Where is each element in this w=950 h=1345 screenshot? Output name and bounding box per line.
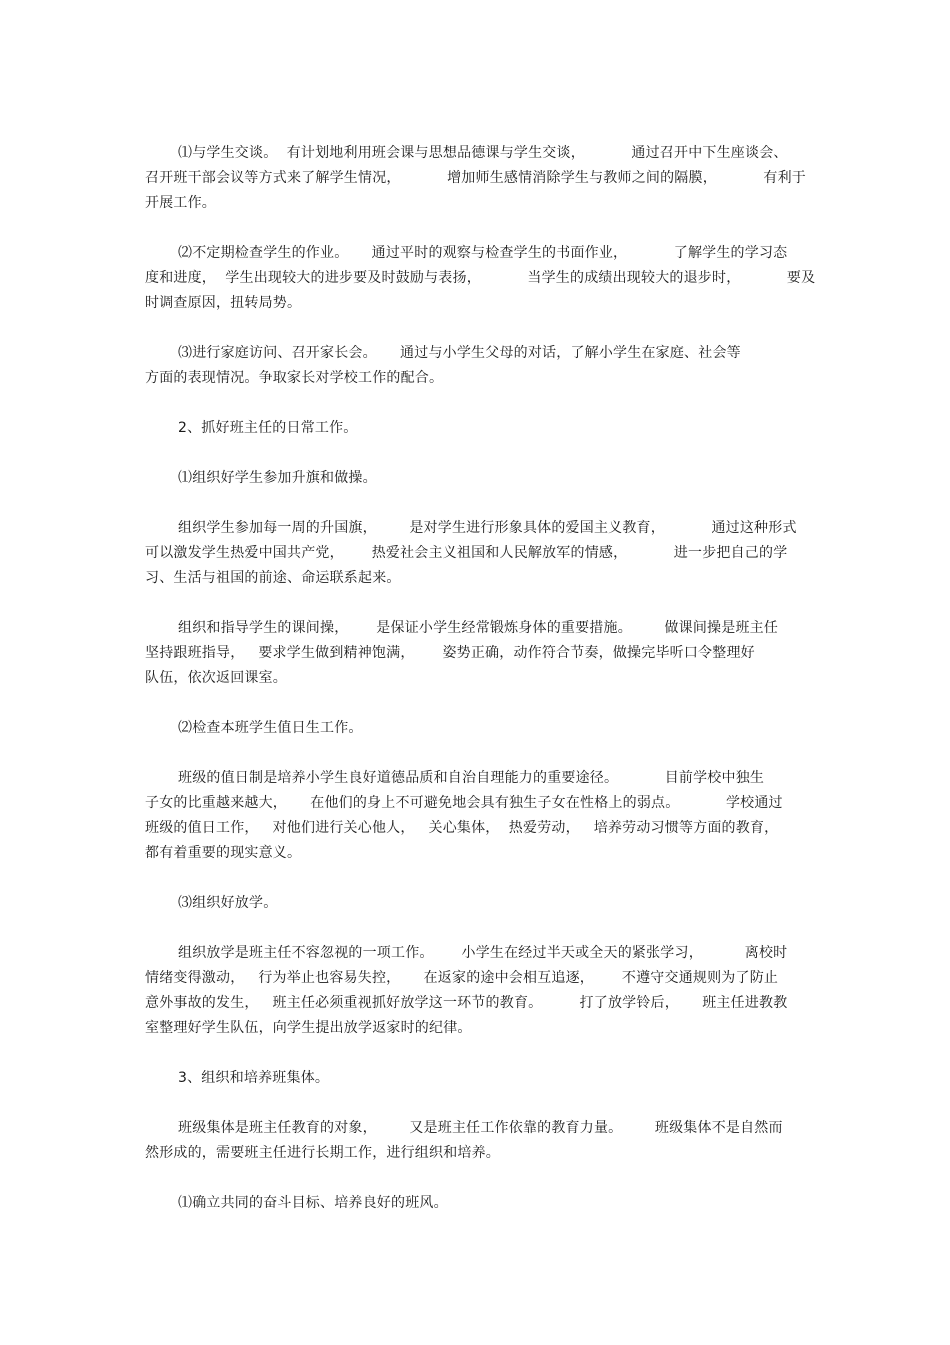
paragraph-first-line: ⑵检查本班学生值日生工作。 <box>178 720 363 736</box>
paragraph-first-line: ⑶进行家庭访问、召开家长会。 通过与小学生父母的对话，了解小学生在家庭、社会等 <box>178 345 741 361</box>
paragraph-first-line: ⑵不定期检查学生的作业。 通过平时的观察与检查学生的书面作业， 了解学生的学习态 <box>178 245 788 261</box>
paragraph-first-line: 组织和指导学生的课间操， 是保证小学生经常锻炼身体的重要措施。 做课间操是班主任 <box>178 620 779 636</box>
paragraph-line: 坚持跟班指导， 要求学生做到精神饱满， 姿势正确，动作符合节奏，做操完毕听口令整理好 <box>145 645 755 661</box>
paragraph-first-line: 组织学生参加每一周的升国旗， 是对学生进行形象具体的爱国主义教育， 通过这种形式 <box>178 520 797 536</box>
paragraph-line: 意外事故的发生， 班主任必须重视抓好放学这一环节的教育。 打了放学铃后， 班主任进教教 <box>145 995 788 1011</box>
paragraph-line: 可以激发学生热爱中国共产党， 热爱社会主义祖国和人民解放军的情感， 进一步把自己的学 <box>145 545 788 561</box>
paragraph-first-line: ⑴组织好学生参加升旗和做操。 <box>178 470 377 486</box>
paragraph-first-line: 2、抓好班主任的日常工作。 <box>178 420 358 436</box>
paragraph-line: 方面的表现情况。争取家长对学校工作的配合。 <box>145 370 444 386</box>
paragraph-line: 然形成的，需要班主任进行长期工作，进行组织和培养。 <box>145 1145 500 1161</box>
paragraph-first-line: ⑴与学生交谈。 有计划地利用班会课与思想品德课与学生交谈， 通过召开中下生座谈会、 <box>178 145 788 161</box>
paragraph-line: 班级的值日工作， 对他们进行关心他人， 关心集体， 热爱劳动， 培养劳动习惯等方面的教育， <box>145 820 779 836</box>
paragraph-first-line: 班级集体是班主任教育的对象， 又是班主任工作依靠的教育力量。 班级集体不是自然而 <box>178 1120 783 1136</box>
paragraph-line: 室整理好学生队伍，向学生提出放学返家时的纪律。 <box>145 1020 472 1036</box>
paragraph-line: 情绪变得激动， 行为举止也容易失控， 在返家的途中会相互追逐， 不遵守交通规则为了防止 <box>145 970 779 986</box>
paragraph-first-line: 3、组织和培养班集体。 <box>178 1070 330 1086</box>
paragraph-line: 开展工作。 <box>145 195 216 211</box>
paragraph-line: 度和进度， 学生出现较大的进步要及时鼓励与表扬， 当学生的成绩出现较大的退步时， 要及 <box>145 270 816 286</box>
paragraph-line: 子女的比重越来越大， 在他们的身上不可避免地会具有独生子女在性格上的弱点。 学校通过 <box>145 795 783 811</box>
paragraph-line: 习、生活与祖国的前途、命运联系起来。 <box>145 570 401 586</box>
paragraph-line: 时调查原因，扭转局势。 <box>145 295 302 311</box>
paragraph-line: 都有着重要的现实意义。 <box>145 845 302 861</box>
paragraph-line: 召开班干部会议等方式来了解学生情况， 增加师生感情消除学生与教师之间的隔膜， 有利于 <box>145 170 807 186</box>
paragraph-first-line: 组织放学是班主任不容忽视的一项工作。 小学生在经过半天或全天的紧张学习， 离校时 <box>178 945 788 961</box>
paragraph-first-line: ⑶组织好放学。 <box>178 895 278 911</box>
paragraph-first-line: 班级的值日制是培养小学生良好道德品质和自治自理能力的重要途径。 目前学校中独生 <box>178 770 765 786</box>
paragraph-first-line: ⑴确立共同的奋斗目标、培养良好的班风。 <box>178 1195 448 1211</box>
paragraph-line: 队伍，依次返回课室。 <box>145 670 287 686</box>
